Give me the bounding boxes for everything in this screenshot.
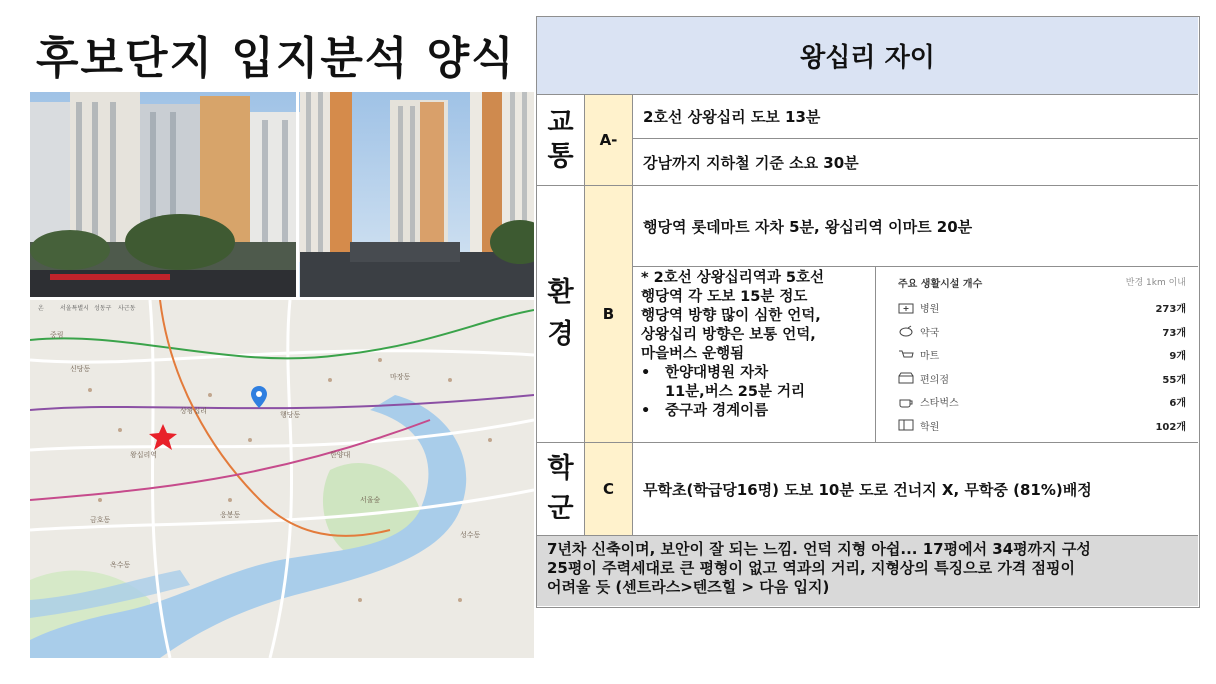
analysis-table bbox=[536, 16, 1200, 608]
bullet-text: 중구과 경계이름 bbox=[665, 403, 769, 419]
complex-name-header: 왕십리 자이 bbox=[537, 17, 1198, 95]
summary-memo bbox=[537, 536, 1198, 606]
environment-notes bbox=[633, 267, 876, 443]
facility-count: 55개 bbox=[1162, 374, 1186, 386]
facility-count: 73개 bbox=[1162, 327, 1186, 339]
map-label: 한양대 bbox=[330, 451, 351, 459]
bullet-text: 11분,버스 25분 거리 bbox=[665, 384, 806, 400]
facility-label: 편의점 bbox=[920, 374, 949, 386]
grade-environment: B bbox=[585, 186, 633, 443]
facility-row bbox=[898, 367, 1186, 391]
facility-count: 9개 bbox=[1169, 351, 1186, 363]
map-label: 행당동 bbox=[280, 411, 301, 419]
map-toolbar-item[interactable]: 사근동 bbox=[118, 305, 136, 312]
memo-line: 7년차 신축이며, 보안이 잘 되는 느낌. 언덕 지형 아쉽... 17평에서 34평까지 구성 bbox=[547, 540, 1091, 558]
facility-count: 102개 bbox=[1155, 421, 1186, 433]
facility-label: 마트 bbox=[920, 351, 940, 363]
hospital-icon bbox=[898, 302, 914, 314]
note-line: 행당역 각 도보 15분 정도 bbox=[641, 289, 808, 305]
school-line-1: 무학초(학급당16명) 도보 10분 도로 건너지 X, 무학중 (81%)배정 bbox=[633, 443, 1198, 536]
transport-line-2: 강남까지 지하철 기준 소요 30분 bbox=[633, 139, 1198, 186]
category-school: 학 군 bbox=[537, 443, 585, 536]
map-label: 옥수동 bbox=[110, 561, 131, 569]
facility-count: 273개 bbox=[1155, 304, 1186, 316]
memo-line: 25평이 주력세대로 큰 평형이 없고 역과의 거리, 지형상의 특징으로 가격 점핑이 bbox=[547, 559, 1075, 577]
facility-label: 학원 bbox=[920, 421, 940, 433]
transport-line-1: 2호선 상왕십리 도보 13분 bbox=[633, 95, 1198, 139]
map-label: 중림 bbox=[50, 331, 64, 339]
map-label: 금호동 bbox=[90, 516, 111, 524]
map-label: 왕십리역 bbox=[130, 451, 158, 459]
bullet-text: 한양대병원 자차 bbox=[665, 365, 769, 381]
book-icon bbox=[898, 419, 914, 431]
facility-label: 병원 bbox=[920, 304, 940, 316]
pharmacy-icon bbox=[898, 325, 914, 337]
note-line: * 2호선 상왕십리역과 5호선 bbox=[641, 270, 824, 286]
note-bullet bbox=[641, 402, 867, 421]
environment-line-1: 행당역 롯데마트 자차 5분, 왕십리역 이마트 20분 bbox=[633, 186, 1198, 267]
facility-row bbox=[898, 390, 1186, 414]
page-title: 후보단지 입지분석 양식 bbox=[36, 33, 516, 84]
memo-line: 어려울 듯 (센트라스>텐즈힐 > 다음 입지) bbox=[547, 578, 830, 596]
category-environment: 환 경 bbox=[537, 186, 585, 443]
map-toolbar-item[interactable]: 서울특별시 bbox=[60, 305, 89, 312]
note-line: 행당역 방향 많이 심한 언덕, bbox=[641, 308, 821, 324]
facility-row bbox=[898, 320, 1186, 344]
facility-row bbox=[898, 414, 1186, 438]
facility-row bbox=[898, 343, 1186, 367]
map-label: 마장동 bbox=[390, 373, 411, 381]
map-label: 신당동 bbox=[70, 365, 91, 373]
map-label: 응봉동 bbox=[220, 511, 241, 519]
note-bullet bbox=[641, 364, 867, 402]
note-line: 마을버스 운행됨 bbox=[641, 346, 745, 362]
cart-icon bbox=[898, 349, 914, 361]
grade-school: C bbox=[585, 443, 633, 536]
facility-radius: 반경 1km 이내 bbox=[1125, 278, 1186, 288]
category-transport: 교 통 bbox=[537, 95, 585, 186]
facility-label: 스타벅스 bbox=[920, 398, 959, 410]
store-icon bbox=[898, 372, 914, 384]
apartment-photo bbox=[30, 92, 534, 297]
map-label: 서울숲 bbox=[360, 496, 381, 504]
note-line: 상왕십리 방향은 보통 언덕, bbox=[641, 327, 816, 343]
bullet-mark: • bbox=[641, 403, 651, 419]
grade-transport: A- bbox=[585, 95, 633, 186]
map-toolbar bbox=[30, 300, 534, 314]
bullet-mark: • bbox=[641, 365, 651, 381]
map-toolbar-item[interactable]: 성동구 bbox=[94, 305, 112, 312]
map-label: 성수동 bbox=[460, 531, 481, 539]
map-toolbar-item[interactable]: 온 bbox=[38, 305, 44, 312]
facility-heading: 주요 생활시설 개수 bbox=[898, 279, 983, 290]
facility-label: 약국 bbox=[920, 327, 940, 339]
facility-row bbox=[898, 296, 1186, 320]
facility-count: 6개 bbox=[1169, 398, 1186, 410]
map-label: 상왕십리 bbox=[180, 407, 208, 415]
coffee-icon bbox=[898, 396, 914, 408]
location-map[interactable] bbox=[30, 300, 534, 658]
facility-count-panel bbox=[876, 267, 1198, 443]
